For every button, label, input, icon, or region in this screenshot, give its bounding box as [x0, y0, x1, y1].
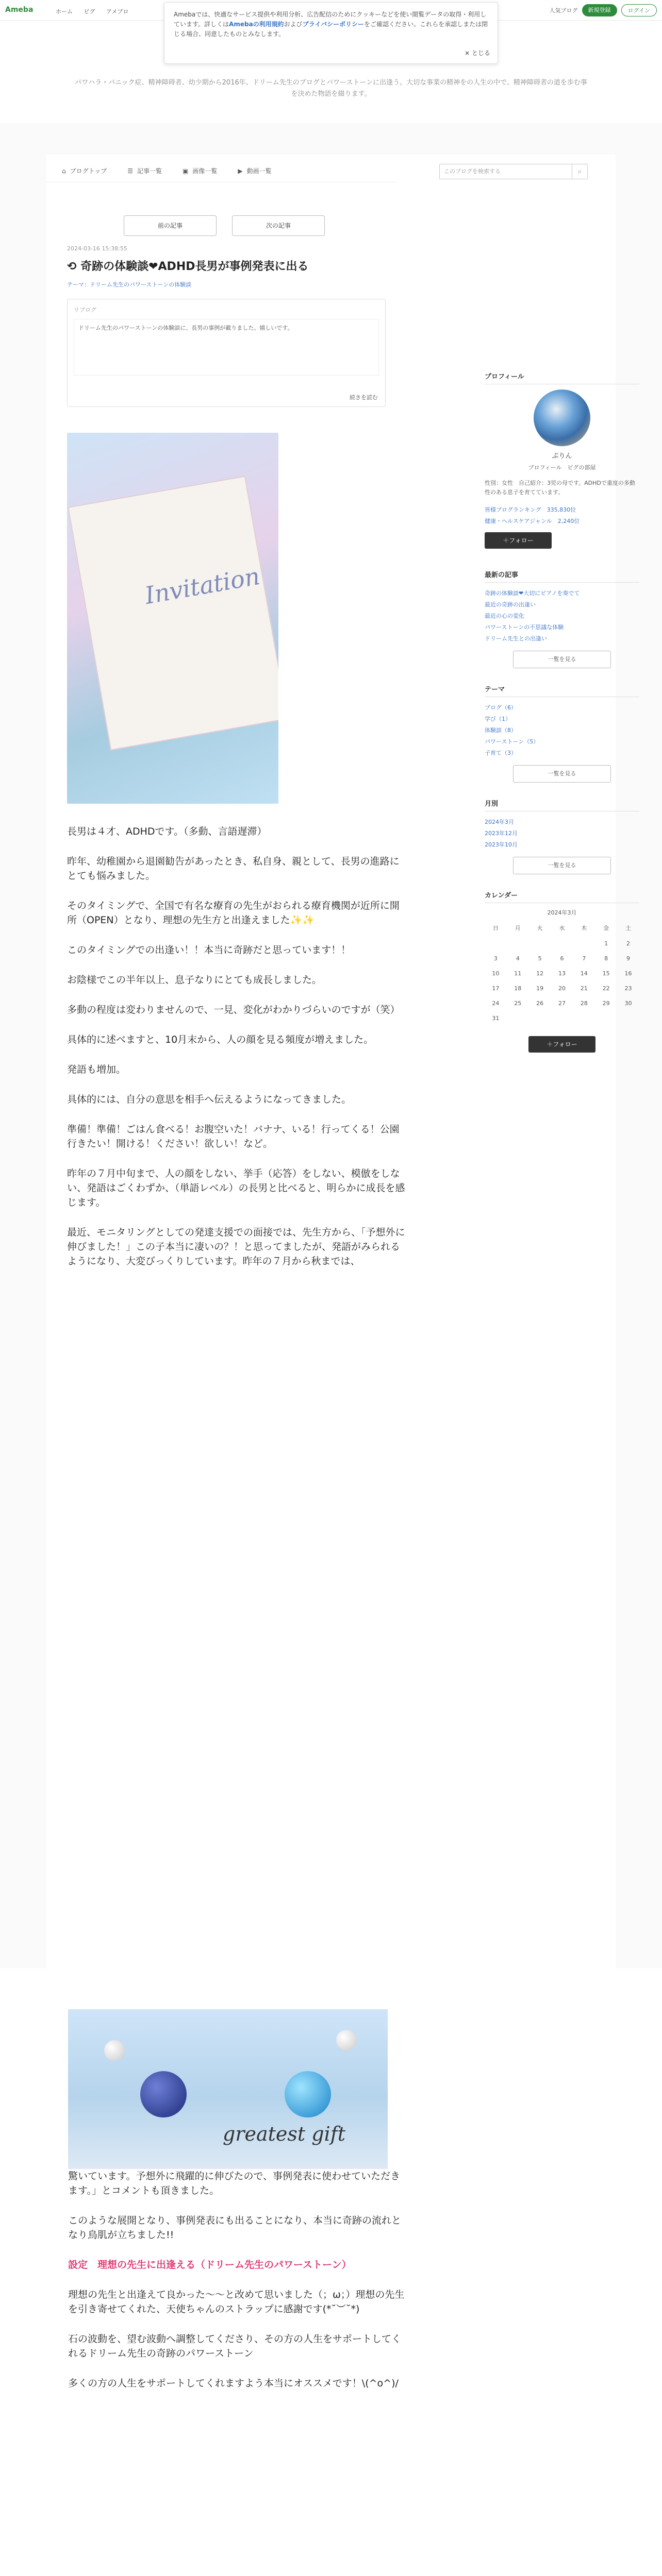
cal-day[interactable]: 29	[602, 1000, 610, 1007]
bead-pearl	[104, 2040, 125, 2061]
main-content	[46, 155, 635, 1968]
body-paragraph: 発語も増加。	[67, 1064, 126, 1075]
rank-item[interactable]: 皆様ブログランキング 335,830位	[485, 506, 576, 513]
reblog-icon: ⟲	[67, 260, 81, 273]
cal-day[interactable]: 21	[580, 985, 588, 992]
cal-day[interactable]: 27	[558, 1000, 566, 1007]
avatar[interactable]	[534, 389, 590, 446]
body-paragraph: このタイミングでの出逢い！！本当に奇跡だと思っています！！	[67, 944, 351, 956]
entry-body-continued	[68, 2169, 408, 2406]
register-button[interactable]: 新規登録	[582, 4, 617, 16]
list-item[interactable]: ブログ（6）	[485, 704, 517, 711]
blog-description: パワハラ・パニック症、精神障碍者、幼少期から2016年、ドリーム先生のブログとパワーストーンに出逢う。大切な事業の精神をの人生の中で、精神障碍者の道を歩む事を決めた物語を綴ります。	[75, 79, 587, 98]
cal-day[interactable]: 6	[560, 955, 564, 962]
body-paragraph: 具体的に述べますと、10月末から、人の顔を見る頻度が増えました。	[67, 1034, 374, 1045]
notice-text2: および	[284, 21, 303, 28]
cal-day[interactable]: 23	[624, 985, 632, 992]
cal-day-name: 水	[559, 925, 565, 931]
popular-blog-link[interactable]: 人気ブログ	[549, 7, 578, 14]
cal-day[interactable]: 24	[492, 1000, 500, 1007]
login-button[interactable]: ログイン	[621, 4, 657, 16]
cal-day-name: 月	[515, 925, 521, 931]
sidebar	[485, 371, 639, 1063]
calendar-title: カレンダー	[485, 890, 639, 903]
top-nav	[56, 7, 138, 15]
list-item[interactable]: 最近の奇跡の出逢い	[485, 601, 536, 608]
theme-list	[485, 702, 639, 759]
entry-theme-link[interactable]: テーマ：ドリーム先生のパワーストーンの体験談	[67, 281, 192, 288]
video-icon: ▶	[238, 167, 243, 175]
cal-day[interactable]: 7	[582, 955, 586, 962]
cal-day	[507, 1011, 529, 1026]
cal-day[interactable]: 22	[602, 985, 610, 992]
list-item[interactable]: 2023年12月	[485, 830, 518, 837]
month-title: 月別	[485, 798, 639, 811]
calendar-row	[485, 951, 639, 966]
cal-day	[617, 1011, 639, 1026]
cal-day	[551, 936, 573, 951]
list-item[interactable]: パワーストーンの不思議な体験	[485, 624, 564, 631]
bead-light	[285, 2071, 331, 2117]
nav-pigg[interactable]: ピグ	[84, 8, 95, 15]
search-input[interactable]	[439, 164, 588, 179]
cal-day	[507, 936, 529, 951]
invitation-card	[68, 476, 278, 750]
next-entry-button[interactable]: 次の記事	[232, 215, 325, 236]
cal-day	[529, 936, 551, 951]
list-item[interactable]: 体験談（8）	[485, 727, 517, 734]
notice-text1: Amebaでは、快適なサービス提供や利用分析、広告配信のためにクッキーなどを使い閲覧データの取得・利用しています。詳しくは	[174, 11, 487, 28]
nav-home[interactable]: ホーム	[56, 8, 73, 15]
body-paragraph: 多動の程度は変わりませんので、一見、変化がわかりづらいのですが（笑）	[67, 1004, 400, 1015]
strap-photo	[68, 2009, 388, 2169]
body-paragraph: 理想の先生と出逢えて良かった〜〜と改めて思いました（；ω；）理想の先生を引き寄せてくれた、天使ちゃんのストラップに感謝です(*˘︶˘*)	[68, 2289, 405, 2315]
calendar-row	[485, 1011, 639, 1026]
nav-ameblo[interactable]: アメブロ	[106, 8, 129, 15]
notice-close-button[interactable]: × とじる	[465, 49, 490, 57]
entry-title-text: 奇跡の体験談❤ADHD長男が事例発表に出る	[80, 260, 309, 273]
bead-pearl	[336, 2030, 357, 2050]
cal-day[interactable]: 19	[536, 985, 544, 992]
cal-day[interactable]: 4	[516, 955, 520, 962]
photo-caption: greatest gift	[223, 2123, 346, 2145]
cal-day[interactable]: 26	[536, 1000, 544, 1007]
calendar-row	[485, 996, 639, 1011]
cal-day[interactable]: 20	[558, 985, 566, 992]
cal-day-name: 日	[492, 925, 499, 931]
body-paragraph: 驚いています。予想外に飛躍的に伸びたので、事例発表に使わせていただきます。」とコメントも頂きました。	[68, 2171, 401, 2196]
embed-header: リブログ	[74, 307, 96, 313]
calendar-month: 2024年3月	[547, 909, 577, 916]
body-paragraph: 石の波動を、望む波動へ調整してくださり、その方の人生をサポートしてくれるドリーム先生の奇跡のパワーストーン	[68, 2333, 402, 2359]
embed-more-link[interactable]: 続きを読む	[350, 394, 378, 401]
cal-day[interactable]: 30	[624, 1000, 632, 1007]
list-item[interactable]: ドリーム先生との出逢い	[485, 635, 547, 642]
theme-title: テーマ	[485, 684, 639, 697]
list-item[interactable]: 子育て（3）	[485, 750, 517, 756]
body-paragraph: 昨年の７月中旬まで、人の顔をしない、挙手（応答）をしない、模倣をしない、発語はごくわずか、（単語レベル）の長男と比べると、明らかに成長を感じます。	[67, 1168, 405, 1208]
body-paragraph: 長男は４才、ADHDです。（多動、言語遅滞）	[67, 826, 267, 837]
cal-day	[485, 936, 507, 951]
body-paragraph: 多くの方の人生をサポートしてくれますよう本当にオススメです！\(^o^)/	[68, 2378, 399, 2389]
cal-day	[573, 1011, 595, 1026]
cal-day[interactable]: 12	[536, 970, 544, 977]
profile-name[interactable]: ぷりん	[552, 452, 572, 460]
tab-entry-list[interactable]	[127, 166, 162, 175]
cal-day[interactable]: 9	[626, 955, 631, 962]
notice-text3: をご確認ください。これらを承認しまたは閉じる場合、同意したものとみなします。	[174, 21, 488, 38]
calendar-table	[485, 920, 639, 1026]
list-item[interactable]: 2023年10月	[485, 841, 518, 848]
recent-title: 最新の記事	[485, 569, 639, 583]
calendar-row	[485, 966, 639, 981]
theme-more-button[interactable]: 一覧を見る	[513, 765, 611, 783]
cal-day[interactable]: 25	[514, 1000, 522, 1007]
month-more-button[interactable]: 一覧を見る	[513, 857, 611, 874]
cal-day[interactable]: 14	[580, 970, 588, 977]
cal-day[interactable]: 8	[604, 955, 608, 962]
blog-tabs	[46, 160, 397, 182]
cal-day[interactable]: 31	[492, 1015, 500, 1022]
list-item[interactable]: パワーストーン（5）	[485, 738, 539, 745]
cal-day[interactable]: 1	[604, 940, 608, 947]
tab-image-list[interactable]	[183, 166, 217, 175]
tab-blog-top[interactable]	[62, 166, 107, 175]
recent-more-button[interactable]: 一覧を見る	[513, 651, 611, 668]
follow-button[interactable]: ＋フォロー	[485, 532, 552, 549]
cal-day[interactable]: 5	[538, 955, 542, 962]
calendar-row	[485, 936, 639, 951]
home-icon: ⌂	[62, 167, 66, 175]
privacy-link[interactable]: プライバシーポリシー	[302, 21, 365, 28]
ameba-logo[interactable]: Ameba	[5, 6, 34, 14]
cal-day[interactable]: 15	[602, 970, 610, 977]
tab-label: 画像一覧	[192, 167, 218, 175]
tab-label: ブログトップ	[70, 167, 107, 175]
cal-day[interactable]: 10	[492, 970, 500, 977]
calendar-header-row	[485, 920, 639, 936]
body-paragraph: そのタイミングで、全国で有名な療育の先生がおられる療育機関が近所に開所（OPEN）となり、理想の先生方と出逢えました✨✨	[67, 900, 400, 926]
entry-title[interactable]	[67, 258, 387, 274]
prev-next-nav	[124, 215, 325, 236]
body-paragraph: お陰様でこの半年以上、息子なりにとても成長しました。	[67, 974, 322, 986]
setting-heading: 設定 理想の先生に出逢える（ドリーム先生のパワーストーン）	[68, 2259, 352, 2270]
calendar-row	[485, 981, 639, 996]
bead-dark	[140, 2071, 187, 2117]
rank-item[interactable]: 健康・ヘルスケアジャンル 2,240位	[485, 518, 580, 524]
tab-label: 記事一覧	[137, 167, 162, 175]
cal-day[interactable]: 18	[514, 985, 522, 992]
prev-entry-button[interactable]: 前の記事	[124, 215, 217, 236]
list-item[interactable]: 奇跡の体験談❤大切にピアノを奏でて	[485, 590, 580, 597]
cal-day[interactable]: 17	[492, 985, 500, 992]
body-paragraph: 具体的には、自分の意思を相手へ伝えるようになってきました。	[67, 1094, 352, 1105]
cal-day	[573, 936, 595, 951]
cal-day[interactable]: 13	[558, 970, 566, 977]
invitation-text: Invitation	[143, 562, 262, 610]
month-list	[485, 817, 639, 851]
body-paragraph: このような展開となり、事例発表にも出ることになり、本当に奇跡の流れとなり鳥肌が立ちました!!	[68, 2215, 402, 2241]
list-item[interactable]: 学び（1）	[485, 716, 511, 722]
top-right	[550, 4, 657, 16]
camera-icon: ▣	[183, 167, 189, 175]
search-icon[interactable]: ⌕	[572, 164, 587, 179]
list-icon: ☰	[127, 167, 134, 175]
cal-day	[551, 1011, 573, 1026]
tab-label: 動画一覧	[246, 167, 272, 175]
tab-video-list[interactable]	[238, 166, 271, 175]
cal-day-name: 火	[537, 925, 543, 931]
calendar	[485, 908, 639, 1026]
list-item[interactable]: 2024年3月	[485, 819, 514, 825]
search-placeholder: このブログを検索する	[444, 168, 501, 175]
cal-day-name: 金	[603, 925, 609, 931]
terms-link[interactable]: Amebaの利用規約	[229, 21, 284, 28]
cal-day[interactable]: 28	[580, 1000, 588, 1007]
cal-day[interactable]: 2	[626, 940, 631, 947]
ranking-list	[485, 504, 639, 527]
body-paragraph: 準備！準備！ごはん食べる！お腹空いた！バナナ、いる！行ってくる！公園行きたい！開ける！ください！欲しい！など。	[67, 1124, 400, 1149]
body-paragraph: 最近、モニタリングとしての発達支援での面接では、先生方から、「予想外に伸びました！」この子本当に凄いの？！と思ってましたが、発語がみられるようになり、大変びっくりしています。昨年の７月から秋までは、	[67, 1227, 405, 1267]
recent-list	[485, 588, 639, 645]
follow-button-bottom[interactable]: ＋フォロー	[528, 1036, 595, 1053]
profile-links[interactable]: プロフィール ピグの部屋	[528, 464, 596, 471]
profile-title: プロフィール	[485, 371, 639, 384]
cookie-notice	[164, 2, 498, 64]
invitation-photo	[67, 433, 278, 804]
embed-card: ドリーム先生のパワーストーンの体験談に、長男の事例が載りました。嬉しいです。	[74, 319, 379, 376]
cal-day-name: 木	[581, 925, 587, 931]
reblog-embed[interactable]	[67, 299, 386, 407]
list-item[interactable]: 最近の心の変化	[485, 613, 524, 619]
cal-day[interactable]: 16	[624, 970, 632, 977]
profile-bio: 性別：女性 自己紹介：3児の母です。ADHDで重度の多動性のある息子を育てています。	[485, 480, 635, 496]
cal-day[interactable]: 11	[514, 970, 522, 977]
body-paragraph: 昨年、幼稚園から退園勧告があったとき、私自身、親として、長男の進路にとても悩みました。	[67, 856, 400, 882]
entry-date: 2024-03-16 15:38:55	[67, 245, 127, 252]
cal-day	[595, 1011, 617, 1026]
cal-day-name: 土	[625, 925, 632, 931]
entry-body	[67, 824, 407, 1284]
cal-day[interactable]: 3	[493, 955, 498, 962]
cal-day	[529, 1011, 551, 1026]
